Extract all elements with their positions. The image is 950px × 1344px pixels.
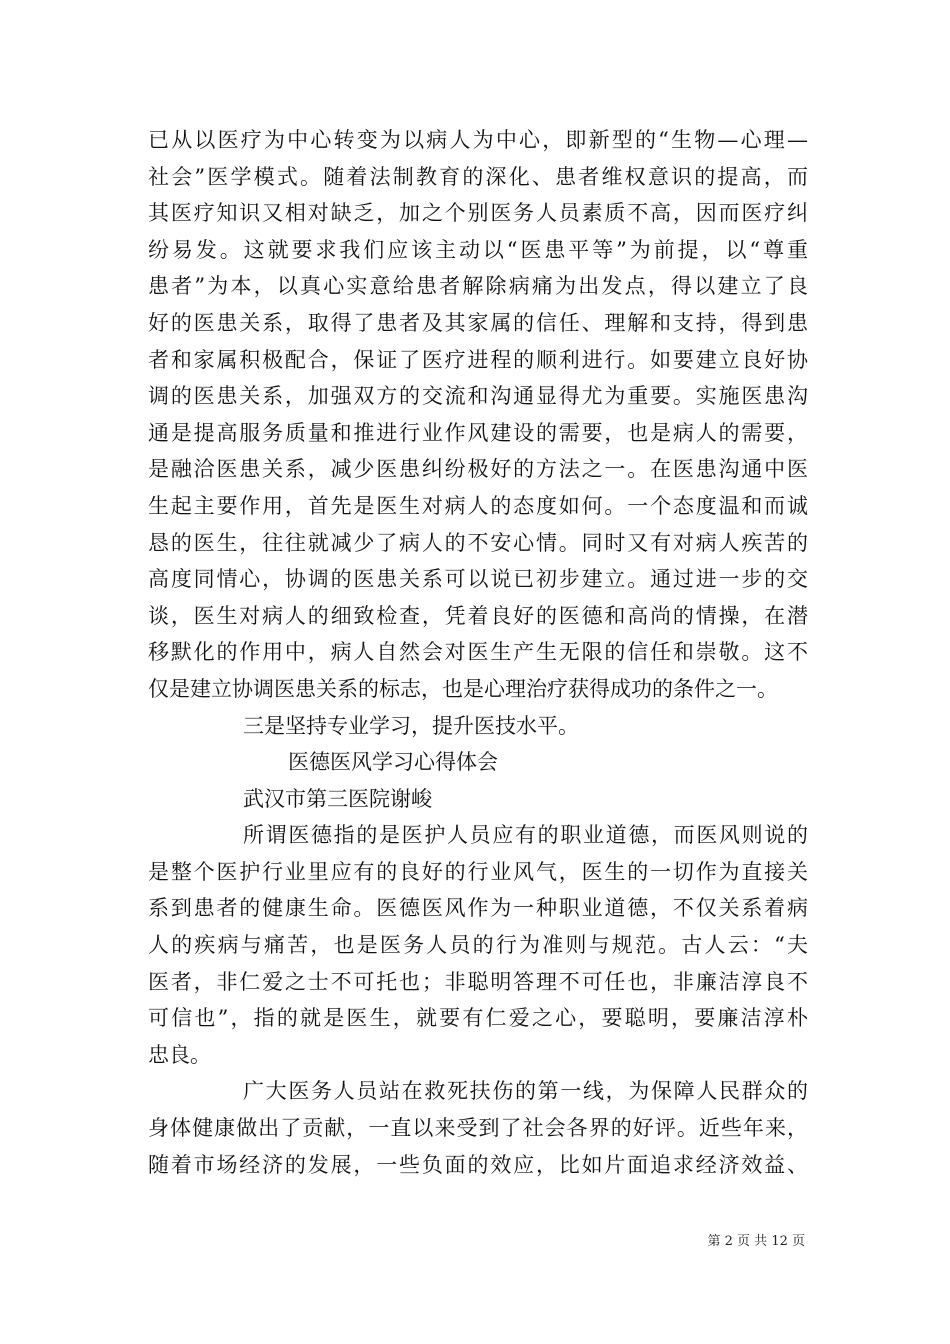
- text-line: 身体健康做出了贡献，一直以来受到了社会各界的好评。近些年来，: [148, 1116, 808, 1141]
- text-line: 仅是建立协调医患关系的标志，也是心理治疗获得成功的条件之一。: [148, 676, 778, 701]
- text-line: 人的疾病与痛苦，也是医务人员的行为准则与规范。古人云：“夫: [148, 933, 808, 958]
- text-line: 好的医患关系，取得了患者及其家属的信任、理解和支持，得到患: [148, 310, 808, 335]
- text-line: 已从以医疗为中心转变为以病人为中心，即新型的“生物—心理—: [148, 128, 808, 152]
- text-line: 社会”医学模式。随着法制教育的深化、患者维权意识的提高，而: [148, 164, 808, 189]
- text-line: 移默化的作用中，病人自然会对医生产生无限的信任和崇敬。这不: [148, 640, 808, 665]
- text-line: 其医疗知识又相对缺乏，加之个别医务人员素质不高，因而医疗纠: [148, 201, 808, 226]
- text-line: 随着市场经济的发展，一些负面的效应，比如片面追求经济效益、: [148, 1152, 808, 1177]
- page-number-footer: 第 2 页 共 12 页: [707, 1234, 805, 1249]
- text-line: 患者”为本，以真心实意给患者解除病痛为出发点，得以建立了良: [148, 274, 808, 299]
- section-heading: 三是坚持专业学习，提升医技水平。: [243, 713, 579, 738]
- text-line: 生起主要作用，首先是医生对病人的态度如何。一个态度温和而诚: [148, 493, 808, 518]
- text-line: 是融洽医患关系，减少医患纠纷极好的方法之一。在医患沟通中医: [148, 457, 808, 482]
- text-line: 纷易发。这就要求我们应该主动以“医患平等”为前提，以“尊重: [148, 237, 808, 262]
- text-line: 调的医患关系，加强双方的交流和沟通显得尤为重要。实施医患沟: [148, 384, 808, 409]
- text-line: 忠良。: [148, 1042, 211, 1067]
- text-line: 系到患者的健康生命。医德医风作为一种职业道德，不仅关系着病: [148, 896, 808, 921]
- text-line: 恳的医生，往往就减少了病人的不安心情。同时又有对病人疾苦的: [148, 530, 808, 555]
- text-line: 者和家属积极配合，保证了医疗进程的顺利进行。如要建立良好协: [148, 347, 808, 372]
- body-text: [148, 122, 808, 1183]
- text-line: 广大医务人员站在救死扶伤的第一线，为保障人民群众的: [243, 1079, 808, 1104]
- text-line: 是整个医护行业里应有的良好的行业风气，医生的一切作为直接关: [148, 859, 808, 884]
- text-line: 医者，非仁爱之士不可托也；非聪明答理不可任也，非廉洁淳良不: [148, 969, 808, 994]
- article-author: 武汉市第三医院谢峻: [243, 786, 432, 811]
- article-title: 医德医风学习心得体会: [288, 750, 498, 775]
- text-line: 高度同情心，协调的医患关系可以说已初步建立。通过进一步的交: [148, 567, 808, 592]
- text-line: 谈，医生对病人的细致检查，凭着良好的医德和高尚的情操，在潜: [148, 603, 808, 628]
- text-line: 所谓医德指的是医护人员应有的职业道德，而医风则说的: [243, 823, 808, 848]
- text-line: 可信也”，指的就是医生，就要有仁爱之心，要聪明，要廉洁淳朴: [148, 1006, 808, 1031]
- text-line: 通是提高服务质量和推进行业作风建设的需要，也是病人的需要，: [148, 420, 808, 445]
